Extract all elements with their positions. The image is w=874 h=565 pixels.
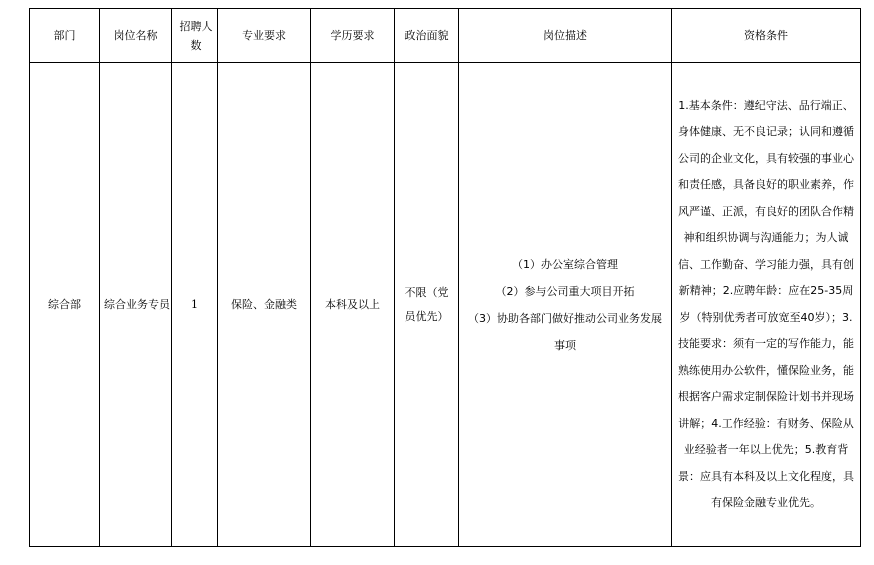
cell-count: 1 (172, 63, 218, 547)
header-political: 政治面貌 (395, 9, 459, 63)
cell-description (459, 63, 672, 547)
cell-dept: 综合部 (30, 63, 100, 547)
description-item-2: （2）参与公司重大项目开拓 (495, 284, 635, 298)
header-count-label: 招聘人数 (179, 19, 213, 52)
header-education: 学历要求 (311, 9, 395, 63)
header-dept: 部门 (30, 9, 100, 63)
cell-political-text: 不限（党员优先） (404, 285, 449, 323)
description-item-3: （3）协助各部门做好推动公司业务发展事项 (468, 311, 662, 352)
header-description: 岗位描述 (459, 9, 672, 63)
cell-education: 本科及以上 (311, 63, 395, 547)
recruitment-table (29, 8, 861, 547)
cell-major: 保险、金融类 (218, 63, 311, 547)
header-qualifications: 资格条件 (672, 9, 861, 63)
description-item-1: （1）办公室综合管理 (512, 257, 618, 271)
table-row (30, 63, 861, 547)
cell-political (395, 63, 459, 547)
header-count (172, 9, 218, 63)
cell-position-text: 综合业务专员 (104, 297, 170, 311)
cell-qualifications: 1.基本条件：遵纪守法、品行端正、身体健康、无不良记录；认同和遵循公司的企业文化，具有较强的事业心和责任感，具备良好的职业素养，作风严谨、正派，有良好的团队合作精神和组织协调与沟通能力；为人诚信、工作勤奋、学习能力强，具有创新精神；2.应聘年龄：应在25-35周岁（特别优秀者可放宽至40岁）；3.技能要求：须有一定的写作能力，能熟练使用办公软件，懂保险业务，能根据客户需求定制保险计划书并现场讲解；4.工作经验：有财务、保险从业经验者一年以上优先；5.教育背景：应具有本科及以上文化程度，具有保险金融专业优先。 (672, 63, 861, 547)
header-row (30, 9, 861, 63)
cell-position (100, 63, 172, 547)
header-position: 岗位名称 (100, 9, 172, 63)
header-major: 专业要求 (218, 9, 311, 63)
